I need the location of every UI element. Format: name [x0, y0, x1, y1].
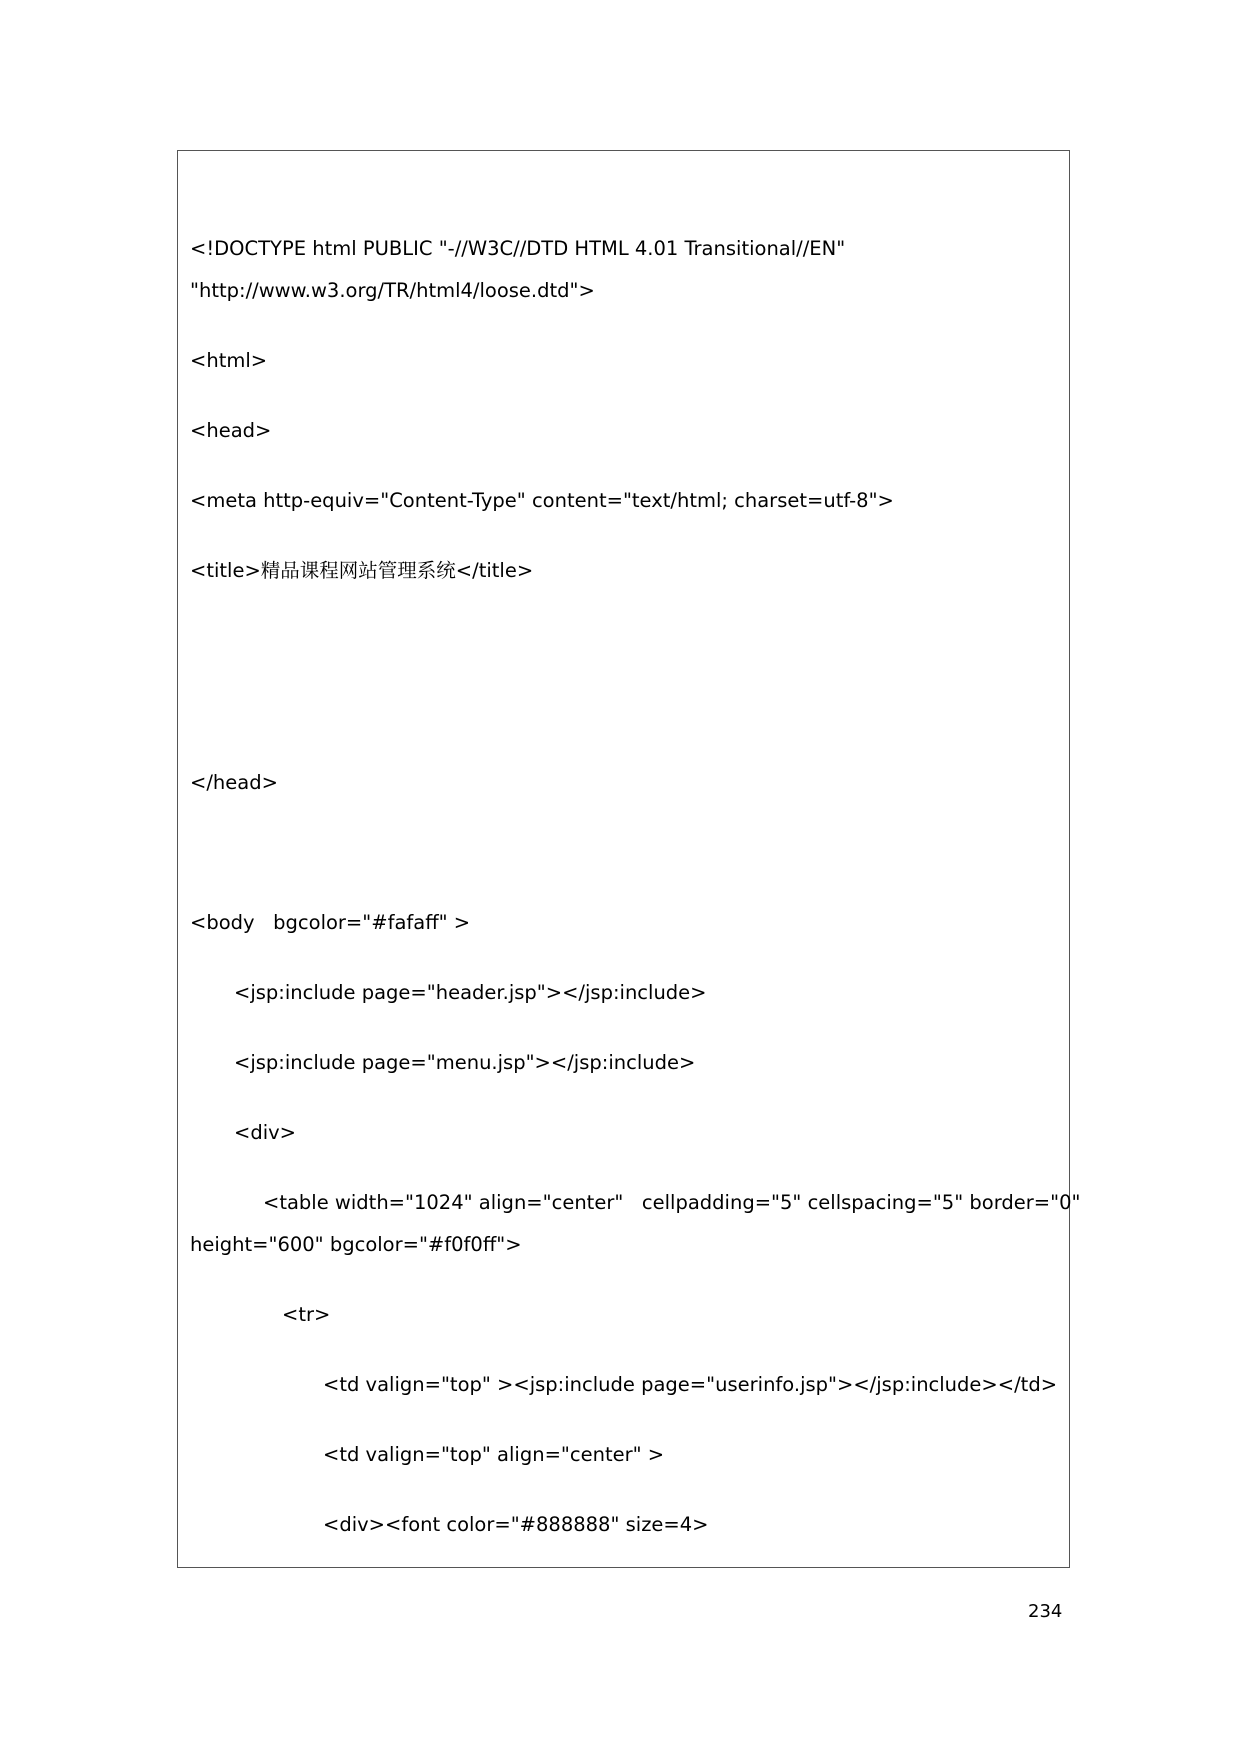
- code-line-6: <title>精品课程网站管理系统</title>: [190, 559, 534, 582]
- code-line-5: <meta http-equiv="Content-Type" content="text/html; charset=utf-8">: [190, 489, 894, 512]
- code-line-10: <jsp:include page="menu.jsp"></jsp:include>: [234, 1051, 696, 1074]
- code-line-13: height="600" bgcolor="#f0f0ff">: [190, 1233, 522, 1256]
- code-listing-box: [177, 150, 1081, 1568]
- code-line-7: </head>: [190, 771, 278, 794]
- code-line-1: <!DOCTYPE html PUBLIC "-//W3C//DTD HTML 4.01 Transitional//EN": [190, 237, 846, 260]
- code-line-11: <div>: [234, 1121, 297, 1144]
- code-line-3: <html>: [190, 349, 268, 372]
- code-line-8: <body bgcolor="#fafaff" >: [190, 911, 471, 934]
- page-number: 234: [1028, 1601, 1063, 1622]
- code-line-12: <table width="1024" align="center" cellpadding="5" cellspacing="5" border="0": [263, 1191, 1081, 1214]
- code-line-17: <div><font color="#888888" size=4>: [323, 1513, 709, 1536]
- code-line-4: <head>: [190, 419, 272, 442]
- code-line-9: <jsp:include page="header.jsp"></jsp:include>: [234, 981, 707, 1004]
- code-line-14: <tr>: [282, 1303, 331, 1326]
- code-line-16: <td valign="top" align="center" >: [323, 1443, 665, 1466]
- code-line-15: <td valign="top" ><jsp:include page="userinfo.jsp"></jsp:include></td>: [323, 1373, 1058, 1396]
- code-line-2: "http://www.w3.org/TR/html4/loose.dtd">: [190, 279, 595, 302]
